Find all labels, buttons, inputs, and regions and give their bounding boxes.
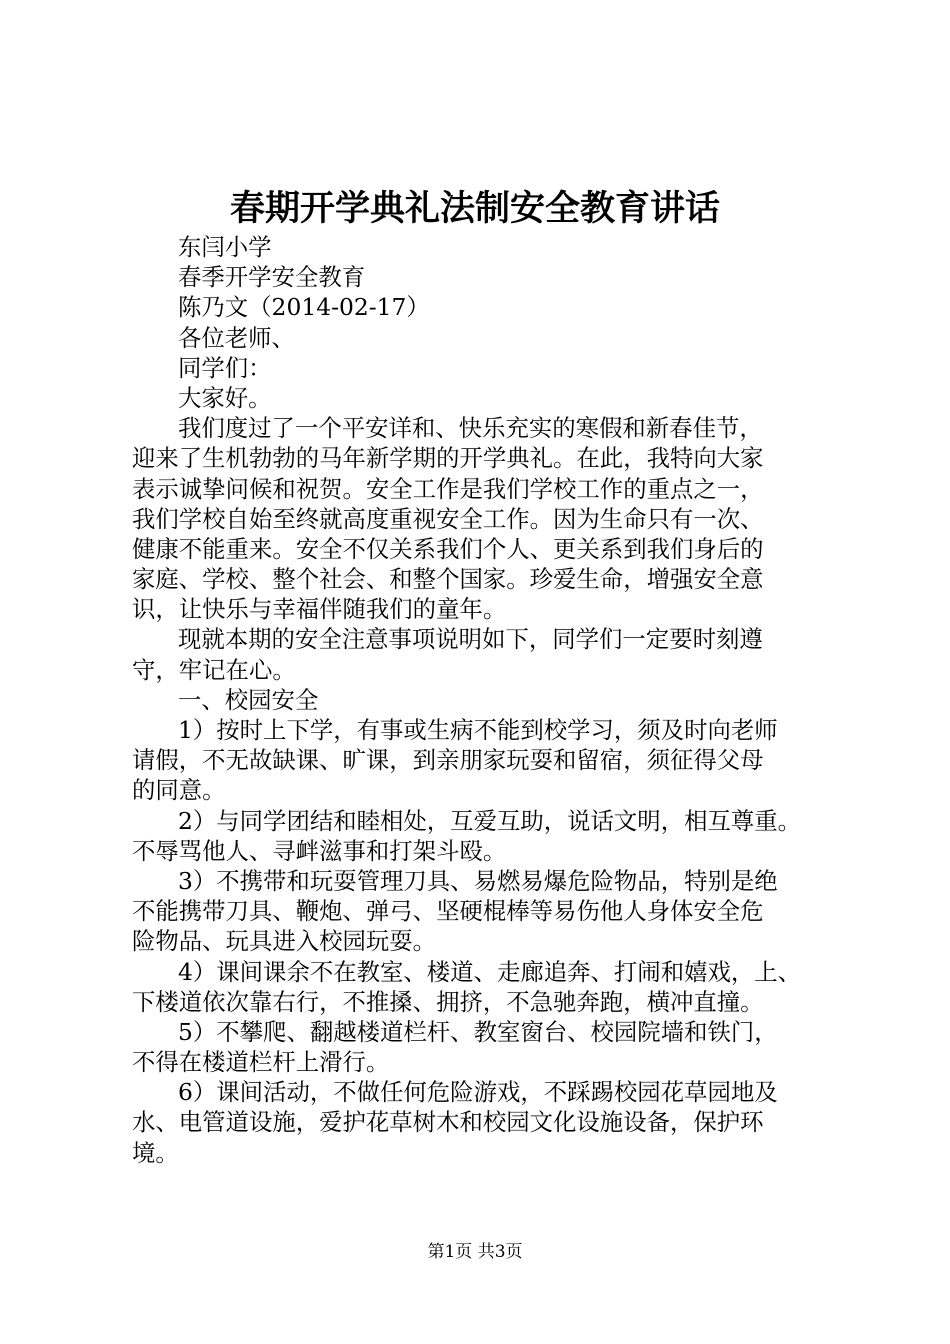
paragraph-line: 险物品、玩具进入校园玩耍。 bbox=[132, 927, 437, 956]
header-line: 大家好。 bbox=[178, 383, 272, 412]
rule-item-1 bbox=[132, 715, 838, 806]
paragraph-line: 识，让快乐与幸福伴随我们的童年。 bbox=[132, 595, 507, 624]
paragraph-line: 守，牢记在心。 bbox=[132, 655, 296, 684]
paragraph-line: 6）课间活动，不做任何危险游戏，不踩踢校园花草园地及 bbox=[178, 1078, 778, 1107]
rule-item-4 bbox=[132, 957, 838, 1017]
document-body bbox=[132, 232, 838, 1168]
paragraph-line: 家庭、学校、整个社会、和整个国家。珍爱生命，增强安全意 bbox=[132, 565, 764, 594]
paragraph-line: 的同意。 bbox=[132, 776, 226, 805]
header-line: 春季开学安全教育 bbox=[178, 263, 366, 292]
section-heading bbox=[132, 685, 838, 715]
section-heading-text: 一、校园安全 bbox=[178, 685, 319, 714]
paragraph-line: 下楼道依次靠右行，不推搡、拥挤，不急驰奔跑，横冲直撞。 bbox=[132, 987, 764, 1016]
paragraph-line: 我们度过了一个平安详和、快乐充实的寒假和新春佳节， bbox=[178, 414, 763, 443]
header-line: 各位老师、 bbox=[178, 323, 295, 352]
page-footer: 第1页 共3页 bbox=[427, 1242, 523, 1262]
paragraph-line: 2）与同学团结和睦相处，互爱互助，说话文明，相互尊重。 bbox=[178, 806, 802, 835]
paragraph-line: 不能携带刀具、鞭炮、弹弓、坚硬棍棒等易伤他人身体安全危 bbox=[132, 897, 764, 926]
paragraph-line: 不辱骂他人、寻衅滋事和打架斗殴。 bbox=[132, 836, 507, 865]
rule-item-5 bbox=[132, 1017, 838, 1077]
paragraph-line: 1）按时上下学，有事或生病不能到校学习，须及时向老师 bbox=[178, 716, 778, 744]
paragraph-line: 5）不攀爬、翻越楼道栏杆、教室窗台、校园院墙和铁门， bbox=[178, 1017, 778, 1046]
header-line: 东闫小学 bbox=[178, 233, 272, 261]
paragraph-notice bbox=[132, 624, 838, 684]
paragraph-line: 4）课间课余不在教室、楼道、走廊追奔、打闹和嬉戏，上、 bbox=[178, 957, 802, 986]
paragraph-intro bbox=[132, 413, 838, 624]
paragraph-line: 3）不携带和玩耍管理刀具、易燃易爆危险物品，特别是绝 bbox=[178, 866, 778, 895]
paragraph-line: 表示诚挚问候和祝贺。安全工作是我们学校工作的重点之一， bbox=[132, 474, 764, 503]
rule-item-6 bbox=[132, 1077, 838, 1168]
paragraph-line: 境。 bbox=[132, 1138, 179, 1167]
header-line: 同学们： bbox=[178, 353, 272, 382]
paragraph-line: 健康不能重来。安全不仅关系我们个人、更关系到我们身后的 bbox=[132, 534, 764, 563]
paragraph-line: 我们学校自始至终就高度重视安全工作。因为生命只有一次、 bbox=[132, 504, 764, 533]
header-line: 陈乃文（2014-02-17） bbox=[178, 293, 430, 322]
document-title: 春期开学典礼法制安全教育讲话 bbox=[229, 188, 720, 229]
rule-item-3 bbox=[132, 866, 838, 957]
paragraph-line: 不得在楼道栏杆上滑行。 bbox=[132, 1048, 390, 1077]
paragraph-line: 迎来了生机勃勃的马年新学期的开学典礼。在此，我特向大家 bbox=[132, 444, 764, 473]
rule-item-2 bbox=[132, 806, 838, 866]
paragraph-line: 请假，不无故缺课、旷课，到亲朋家玩耍和留宿，须征得父母 bbox=[132, 746, 764, 775]
paragraph-line: 现就本期的安全注意事项说明如下，同学们一定要时刻遵 bbox=[178, 625, 763, 654]
paragraph-line: 水、电管道设施，爱护花草树木和校园文化设施设备，保护环 bbox=[132, 1108, 764, 1137]
